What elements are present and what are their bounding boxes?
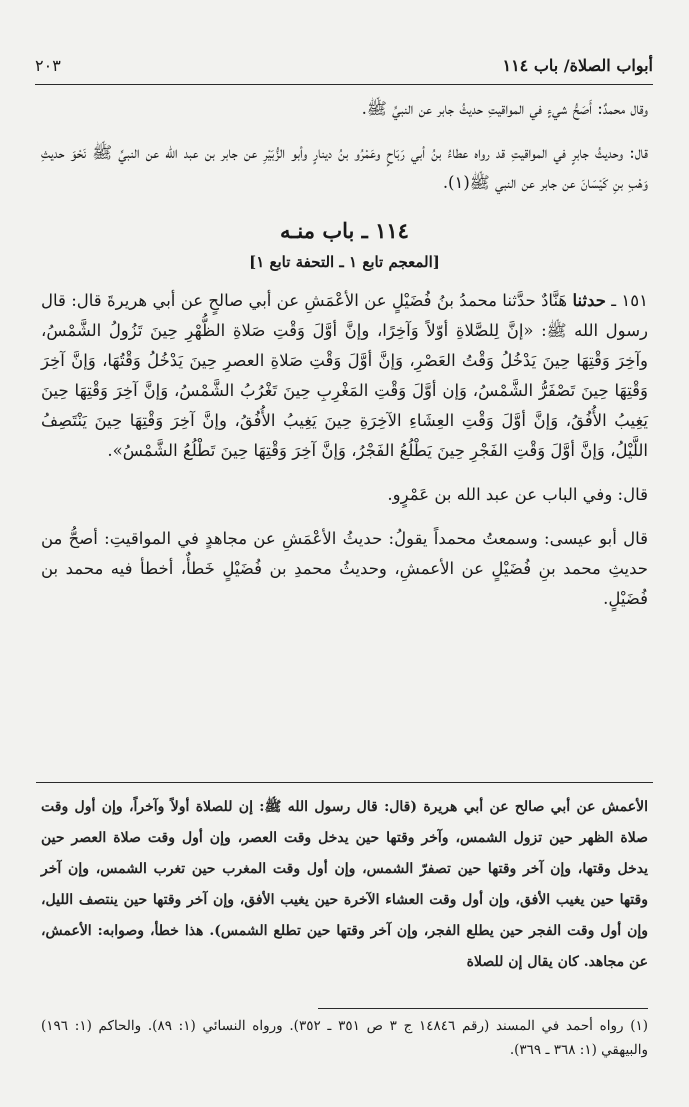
page-number: ٢٠٣	[35, 56, 61, 75]
chapter-heading: ١١٤ ـ باب منـه	[280, 218, 409, 243]
main-text	[41, 94, 648, 614]
header-title: أبواب الصلاة/ باب ١١٤	[502, 56, 653, 75]
commentary-text: الأعمش عن أبي صالح عن أبي هريرة (قال: قال رسول الله ﷺ: إن للصلاة أولاً وآخراً، وإن أول وقت صلاة الظهر حين تزول الشمس، وآخر وقتها حين يدخل وقت العصر، وإن أول وقت صلاة العصر حين يدخل وقتها، وإن آخر وقتها حين تصفرّ الشمس، وإن أول وقت المغرب حين تغرب الشمس، وإن آخر وقتها حين يغيب الأفق، وإن أول وقت العشاء الآخرة حين يغيب الأفق، وإن آخر وقتها حين ينتصف الليل، وإن أول وقت الفجر حين يطلع الفجر، وإن آخر وقتها حين تطلع الشمس). هذا خطأ، وصوابه: الأعمش، عن مجاهد. كان يقال إن للصلاة	[41, 799, 648, 970]
paragraph-in-the-chapter: قال: وفي الباب عن عبد الله بن عَمْرٍو.	[387, 485, 648, 504]
commentary	[41, 792, 648, 978]
hadith-opening: حدثنا	[572, 291, 606, 310]
hadith-text: هَنَّادٌ حدَّثنا محمدُ بنُ فُضَيْلٍ عن الأعْمَشِ عن أبي صالحٍ عن أبي هريرةَ قال: قال رسول الله ﷺ: «إنَّ لِلصَّلاةِ أوّلاً وَآخِرًا، وإنَّ أوَّلَ وَقْتِ صَلاةِ الظُّهْرِ حِينَ تَزُولُ الشَّمْسُ، وآخِرَ وَقْتِهَا حِينَ يَدْخُلُ وَقْتُ العَصْرِ، وَإنَّ أوَّلَ وَقْتِ صَلاةِ العصرِ حِينَ يَدْخُلُ وَقْتُهَا، وَإنَّ آخِرَ وَقْتِهَا حِينَ تَصْفَرُّ الشَّمْسُ، وَإن أوَّلَ وَقْتِ المَغْرِبِ حِينَ تَغْرُبُ الشَّمْسُ، وَإنَّ آخِرَ وَقْتِهَا حِينَ يَغِيبُ الأُفُقُ، وَإنَّ أوَّلَ وَقْتِ العِشَاءِ الآخِرَةِ حِينَ يَغِيبُ الأُفُقُ، وإنَّ آخِرَ وَقْتِهَا حِينَ يَنْتَصِفُ اللَّيْلُ، وَإنَّ أوَّلَ وَقْتِ الفَجْرِ حِينَ يَطْلُعُ الفَجْرُ، وَإنَّ آخِرَ وَقْتِهَا حِينَ تَطْلُعُ الشَّمْسُ».	[41, 291, 648, 460]
paragraph-muhammad-statement: وقال محمدٌ: أَصَحُّ شيءٍ في المواقيتِ حديثُ جابر عن النبيِّ ﷺ.	[361, 99, 648, 118]
commentary-divider	[36, 782, 653, 783]
hadith-number: ١٥١ ـ	[611, 291, 648, 310]
paragraph-jabir-hadith: قال: وحديثُ جابرٍ في المواقيتِ قد رواه عطاءُ بنُ أبي رَبَاحٍ وعَمْرُو بنُ دينارٍ وأبو الزُّبَيْرِ عن جابر بن عبد الله عن النبيِّ ﷺ نَحْوَ حديثِ وَهْبِ بنِ كَيْسَانَ عن جابر عن النبي ﷺ(١).	[41, 143, 648, 192]
hadith-151	[41, 286, 648, 466]
running-header	[35, 52, 653, 85]
chapter-subheading: [المعجم تابع ١ ـ التحفة تابع ١]	[249, 253, 440, 271]
paragraph-abu-isa: قال أبو عيسى: وسمعتُ محمداً يقولُ: حديثُ الأعْمَشِ عن مجاهدٍ في المواقيتِ: أصحُّ من حديثِ محمد بنِ فُضَيْلٍ عن الأعمشِ، وحديثُ محمدِ بن فُضَيْلٍ خَطأٌ، أخطأ فيه محمد بن فُضَيْلٍ.	[41, 529, 648, 608]
footnote-divider	[318, 1008, 648, 1009]
footnote-1: (١) رواه أحمد في المسند (رقم ١٤٨٤٦ ج ٣ ص ٣٥١ ـ ٣٥٢). ورواه النسائي (١: ٨٩). والحاكم (١: ١٩٦) والبيهقي (١: ٣٦٨ ـ ٣٦٩).	[41, 1018, 649, 1058]
footnotes	[41, 1014, 648, 1062]
